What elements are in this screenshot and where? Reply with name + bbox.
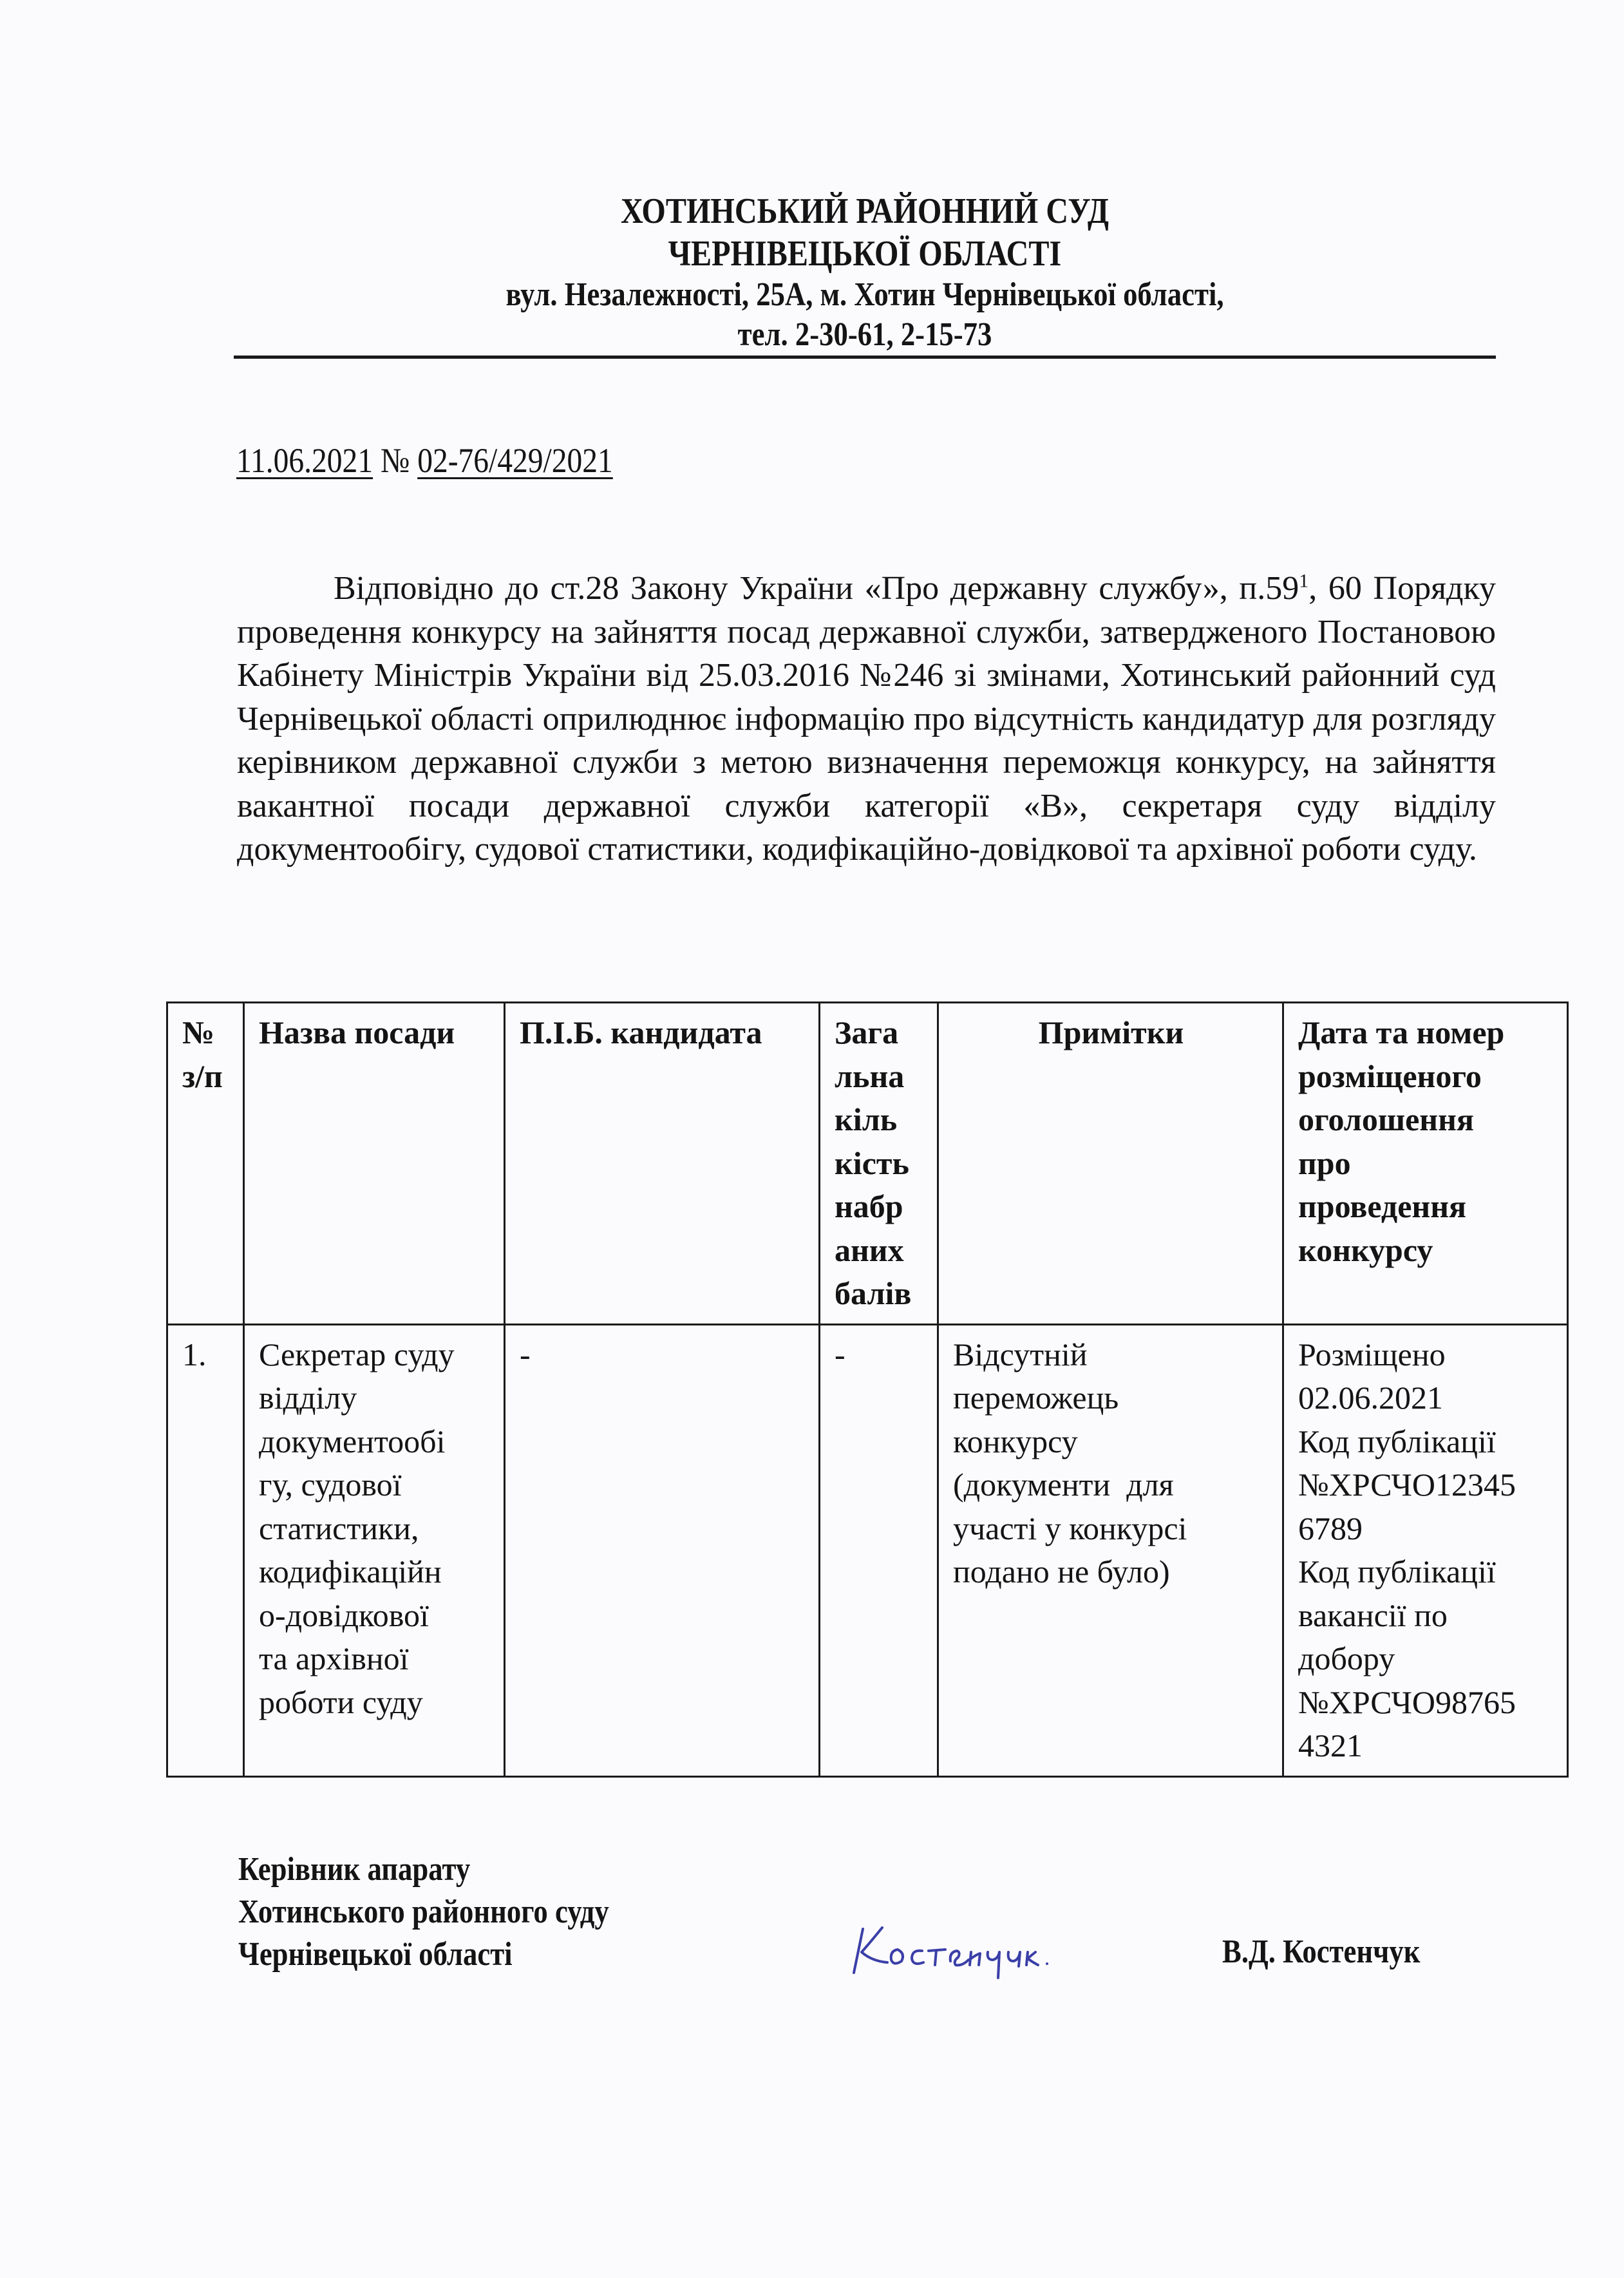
reference-number: 02-76/429/2021 bbox=[417, 441, 613, 480]
court-region: ЧЕРНІВЕЦЬКОЇ ОБЛАСТІ bbox=[668, 234, 1062, 274]
cell-position: Секретар суду відділу документообі гу, судової статистики, кодифікаційн о-довідкової та архівної роботи суду bbox=[244, 1324, 505, 1776]
header-num: № з/п bbox=[167, 1003, 244, 1325]
cell-notes: Відсутній переможець конкурсу (документи для участі у конкурсі подано не було) bbox=[938, 1324, 1283, 1776]
cell-candidate: - bbox=[505, 1324, 820, 1776]
court-name: ХОТИНСЬКИЙ РАЙОННИЙ СУД bbox=[621, 191, 1109, 231]
cell-announcement: Розміщено 02.06.2021 Код публікації №ХРСЧО12345 6789 Код публікації вакансії по добору №ХРСЧО98765 4321 bbox=[1283, 1324, 1568, 1776]
body-superscript: 1 bbox=[1299, 570, 1309, 592]
signatory-title: Керівник апарату Хотинського районного суду Чернівецької області bbox=[238, 1851, 609, 1973]
letterhead bbox=[234, 190, 1496, 355]
header-position: Назва посади bbox=[244, 1003, 505, 1325]
table-row bbox=[167, 1324, 1568, 1776]
header-score: Зага льна кіль кість набр аних балів bbox=[820, 1003, 938, 1325]
court-address: вул. Незалежності, 25А, м. Хотин Чернівецької області, bbox=[505, 276, 1224, 313]
body-text-part2: , 60 Порядку проведення конкурсу на зайняття посад державної служби, затвердженого Постановою Кабінету Міністрів України від 25.03.2016 №246 зі змінами, Хотинський районний суд Чернівецької області оприлюднює інформацію про відсутність кандидатур для розгляду керівником державної служби з метою визначення переможця конкурсу, на зайняття вакантної посади державної служби категорії «В», секретаря суду відділу документообігу, судової статистики, кодифікаційно-довідкової та архівної роботи суду. bbox=[237, 570, 1496, 868]
document-reference bbox=[236, 440, 613, 481]
court-phones: тел. 2-30-61, 2-15-73 bbox=[737, 316, 992, 353]
body-paragraph bbox=[237, 567, 1496, 871]
reference-date: 11.06.2021 bbox=[236, 441, 373, 480]
candidates-table bbox=[166, 1001, 1569, 1778]
table-header-row bbox=[167, 1003, 1568, 1325]
signatory-name: В.Д. Костенчук bbox=[1222, 1933, 1421, 1970]
header-notes: Примітки bbox=[938, 1003, 1283, 1325]
header-announcement: Дата та номер розміщеного оголошення про проведення конкурсу bbox=[1283, 1003, 1568, 1325]
body-text-part1: Відповідно до ст.28 Закону України «Про державну службу», п.59 bbox=[334, 570, 1299, 607]
header-candidate: П.І.Б. кандидата bbox=[505, 1003, 820, 1325]
cell-score: - bbox=[820, 1324, 938, 1776]
cell-num: 1. bbox=[167, 1324, 244, 1776]
handwritten-signature bbox=[831, 1916, 1075, 1987]
header-divider bbox=[234, 356, 1496, 359]
reference-number-sign: № bbox=[380, 441, 410, 480]
